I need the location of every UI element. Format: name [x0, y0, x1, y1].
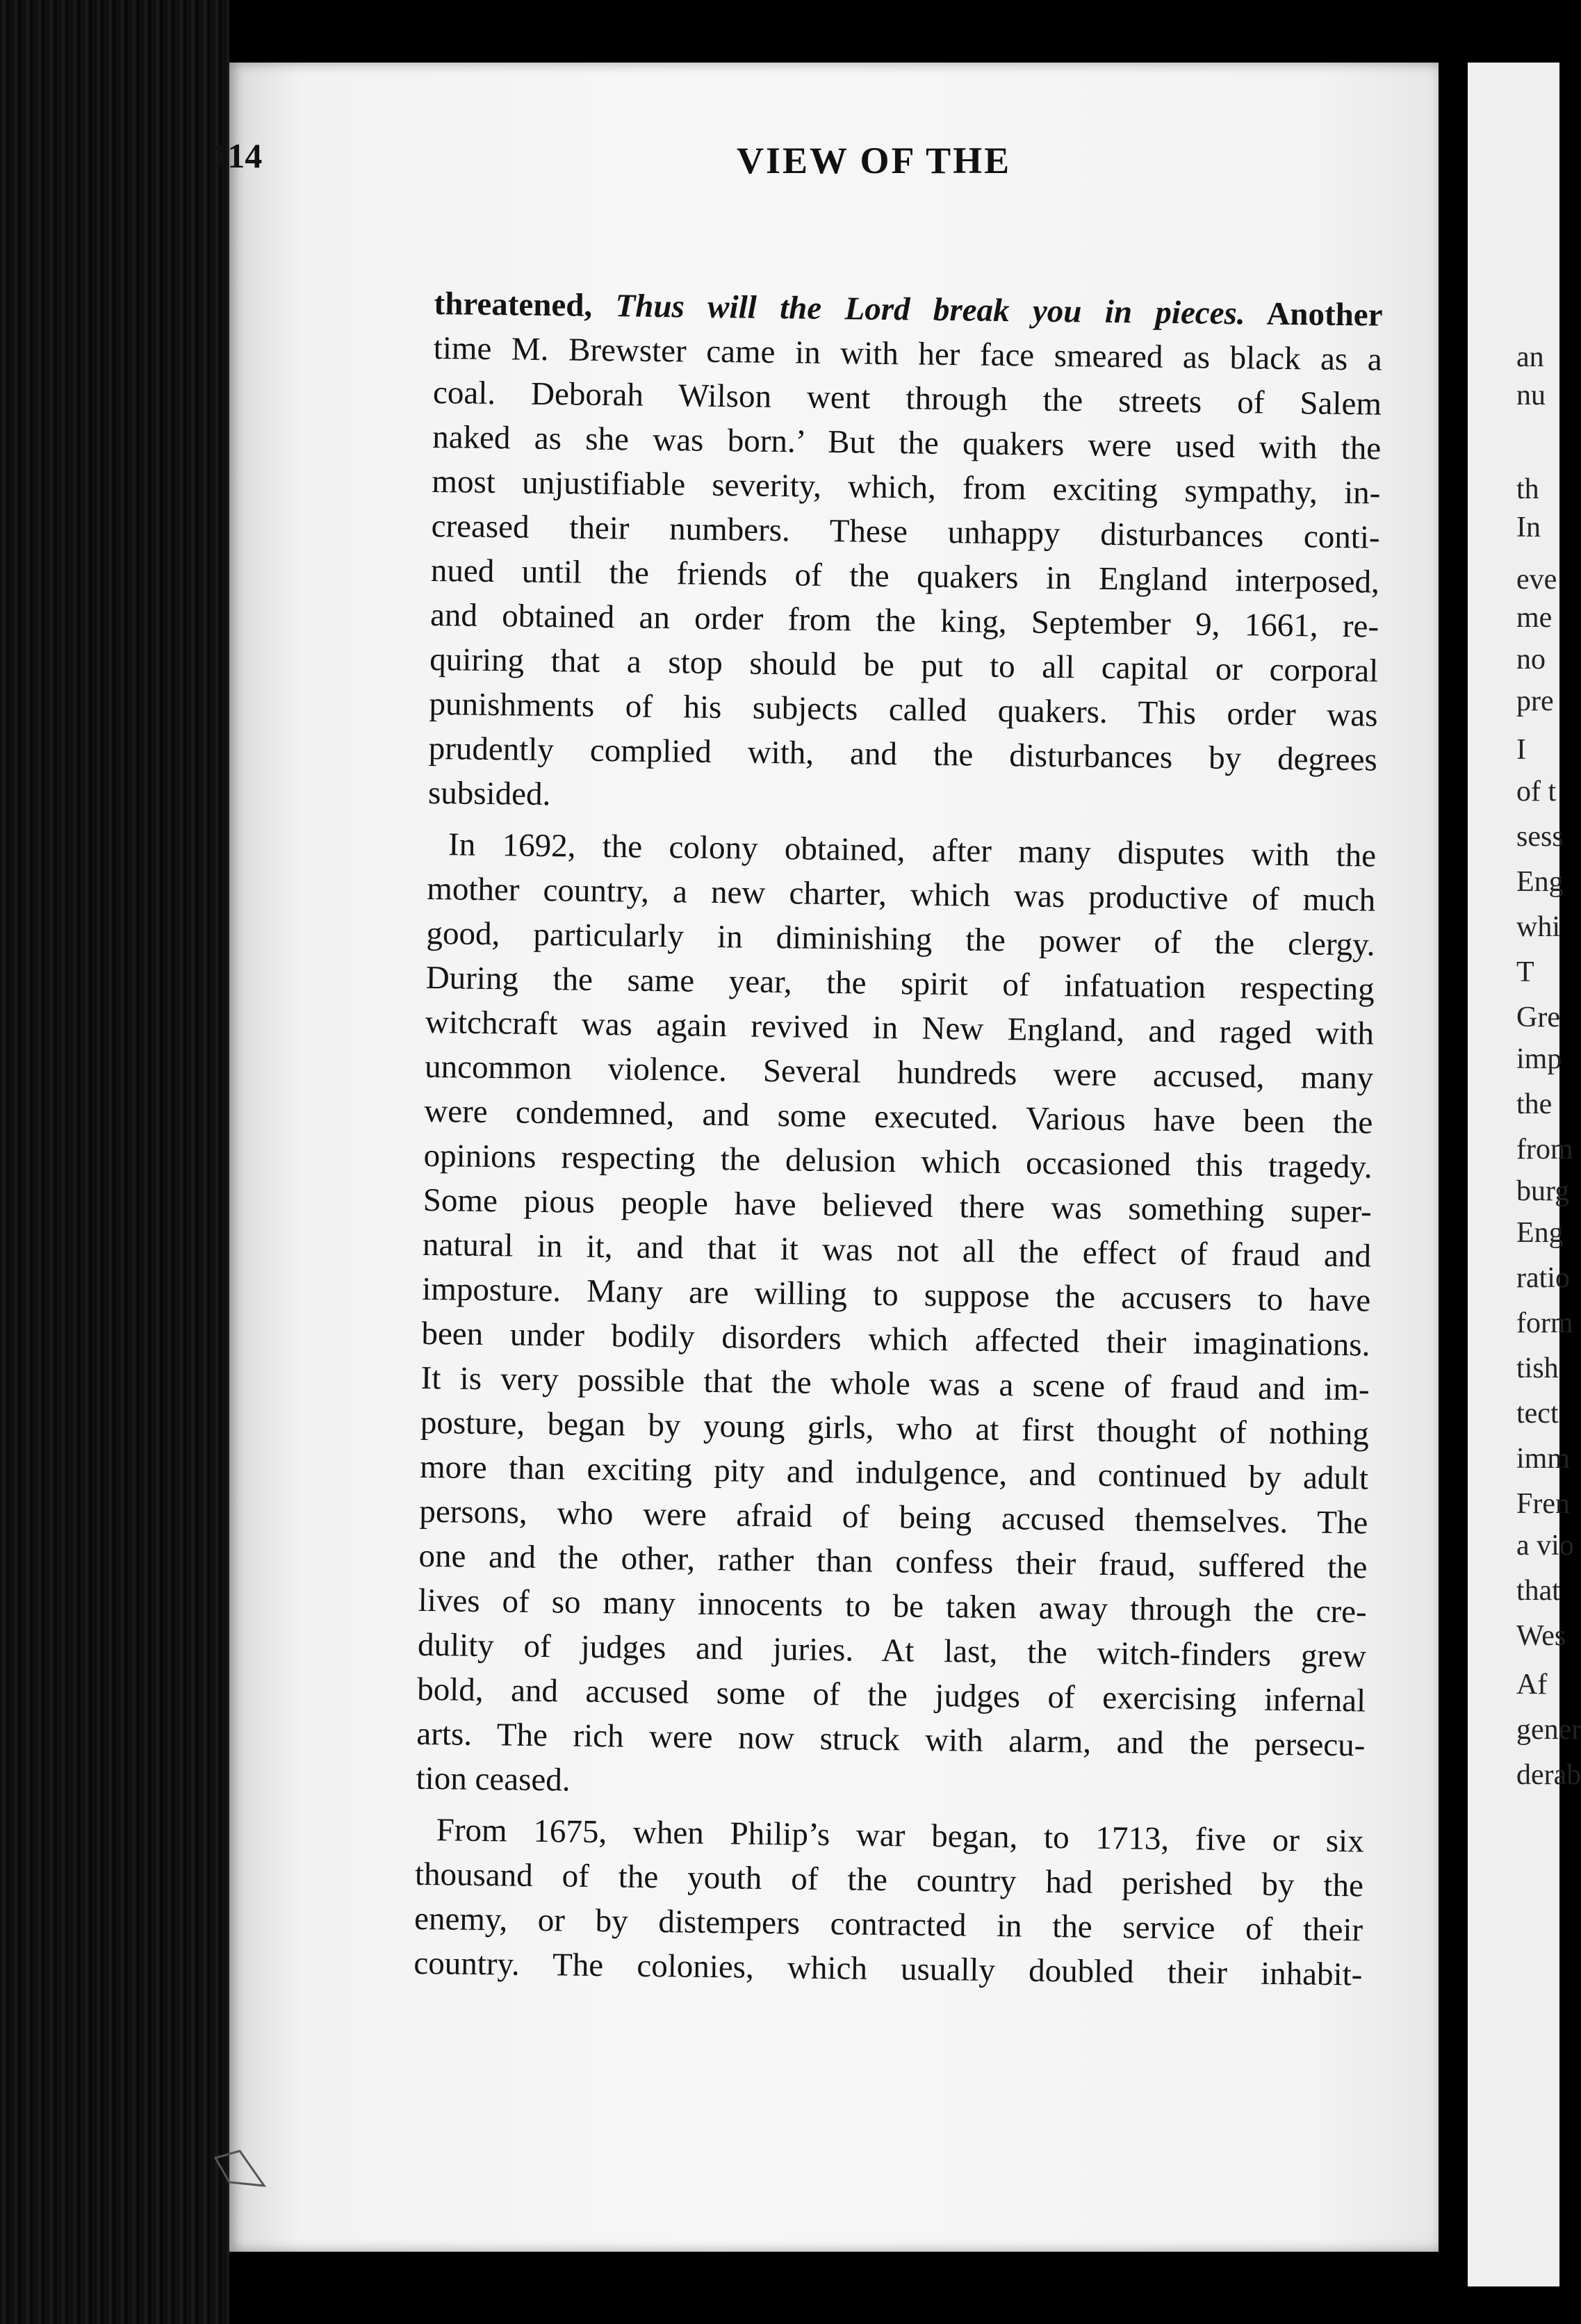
text-line: imposture. Many are willing to suppose the accusers to have — [421, 1270, 1371, 1319]
facing-page-fragment: imp — [1516, 1043, 1562, 1075]
text-line: In 1692, the colony obtained, after many disputes with the — [448, 826, 1377, 874]
facing-page-fragment: tish — [1516, 1352, 1559, 1384]
facing-page-fragment: Eng — [1516, 1217, 1564, 1249]
page-gutter — [1439, 0, 1468, 2324]
facing-page-fragment: whi — [1516, 911, 1560, 943]
body-text — [413, 281, 1383, 1997]
text-line: creased their numbers. These unhappy disturbances conti- — [431, 507, 1380, 556]
text-line: and obtained an order from the king, September 9, 1661, re- — [429, 596, 1379, 645]
facing-page-fragment: th — [1516, 473, 1539, 505]
text-line: been under bodily disorders which affected their imaginations. — [421, 1315, 1370, 1364]
text-line: uncommon violence. Several hundreds were accused, many — [424, 1048, 1374, 1097]
text-line: natural in it, and that it was not all the effect of fraud and — [422, 1226, 1372, 1275]
facing-page-fragment: of t — [1516, 776, 1557, 808]
text-line: time M. Brewster came in with her face smeared as black as a — [433, 329, 1383, 378]
text-line: dulity of judges and juries. At last, the witch-finders grew — [417, 1626, 1367, 1675]
text-line: prudently complied with, and the disturbances by degrees — [428, 730, 1378, 778]
facing-page-fragment: In — [1516, 512, 1541, 543]
text-line: enemy, or by distempers contracted in the service of their — [413, 1900, 1363, 1949]
book-spine — [0, 0, 229, 2324]
text-line: country. The colonies, which usually doubled their inhabit- — [413, 1945, 1363, 1993]
text-line: During the same year, the spirit of infatuation respecting — [425, 959, 1375, 1008]
facing-page-fragment: from — [1516, 1134, 1573, 1165]
facing-page-fragment: sess — [1516, 821, 1564, 853]
facing-page-fragment: tect — [1516, 1398, 1559, 1430]
text-line: most unjustifiable severity, which, from exciting sympathy, in- — [432, 463, 1381, 512]
facing-page-fragment: eve — [1516, 564, 1557, 596]
text-line: bold, and accused some of the judges of exercising infernal — [416, 1671, 1366, 1719]
text-line: punishments of his subjects called quakers. This order was — [429, 685, 1378, 734]
text-line: mother country, a new charter, which was productive of much — [427, 870, 1376, 919]
text-line: tion ceased. — [416, 1760, 571, 1799]
facing-page-fragment: me — [1516, 602, 1553, 634]
text-line: witchcraft was again revived in New England, and raged with — [425, 1004, 1375, 1052]
running-head: VIEW OF THE — [737, 140, 1012, 181]
text-line: It is very possible that the whole was a scene of fraud and im- — [420, 1359, 1370, 1408]
facing-page-fragment: derab — [1516, 1759, 1581, 1791]
facing-page-fragment: pre — [1516, 685, 1554, 717]
text-line: quiring that a stop should be put to all capital or corporal — [429, 641, 1379, 689]
text-line: subsided. — [427, 774, 551, 813]
facing-page-fragment: imm — [1516, 1443, 1571, 1475]
text-line: more than exciting pity and indulgence, and continued by adult — [419, 1448, 1369, 1497]
facing-page-fragment: form — [1516, 1307, 1573, 1339]
italic-quote: Thus will the Lord break you in pieces. — [615, 288, 1245, 332]
text-line: Some pious people have believed there was something super- — [423, 1181, 1373, 1230]
text-line: thousand of the youth of the country had perished by the — [414, 1856, 1364, 1904]
facing-page-fragment: nu — [1516, 379, 1546, 411]
text-run: Another — [1245, 295, 1383, 334]
facing-page-fragment: I — [1516, 734, 1526, 766]
facing-page-fragment: Eng — [1516, 866, 1564, 898]
facing-page-fragment: no — [1516, 644, 1546, 676]
page-corner-mark — [208, 2144, 271, 2193]
page-number: 114 — [212, 136, 263, 175]
facing-page-fragment: a vio — [1516, 1530, 1574, 1562]
facing-page-fragment: the — [1516, 1088, 1553, 1120]
facing-page-fragment: gener — [1516, 1714, 1581, 1746]
facing-page-fragment: an — [1516, 341, 1544, 373]
facing-page-fragment: Wes — [1516, 1620, 1566, 1652]
text-line: persons, who were afraid of being accused themselves. The — [419, 1493, 1368, 1541]
facing-page-fragment: T — [1516, 956, 1534, 988]
text-line: coal. Deborah Wilson went through the streets of Salem — [432, 374, 1382, 423]
text-line: posture, began by young girls, who at first thought of nothing — [420, 1404, 1370, 1452]
facing-page-fragment: that — [1516, 1575, 1560, 1607]
text-line: From 1675, when Philip’s war began, to 1713, five or six — [436, 1812, 1364, 1860]
facing-page-fragment: burg — [1516, 1175, 1570, 1207]
facing-page-fragment: Af — [1516, 1669, 1548, 1701]
text-line: nued until the friends of the quakers in England interposed, — [430, 552, 1380, 600]
text-line: opinions respecting the delusion which occasioned this tragedy. — [423, 1137, 1373, 1186]
text-line: one and the other, rather than confess their fraud, suffered the — [418, 1537, 1368, 1586]
text-line: good, particularly in diminishing the power of the clergy. — [426, 915, 1375, 963]
facing-page-fragment: Fren — [1516, 1488, 1570, 1520]
text-line: were condemned, and some executed. Various have been the — [424, 1093, 1373, 1141]
facing-page-fragment: Gre — [1516, 1001, 1560, 1033]
text-line: lives of so many innocents to be taken away through the cre- — [418, 1582, 1368, 1630]
facing-page-fragment: ratio — [1516, 1262, 1570, 1294]
text-run: threatened, — [434, 285, 616, 325]
text-line: naked as she was born.’ But the quakers were used with the — [432, 418, 1382, 467]
text-line: arts. The rich were now struck with alarm, and the persecu- — [416, 1715, 1366, 1764]
